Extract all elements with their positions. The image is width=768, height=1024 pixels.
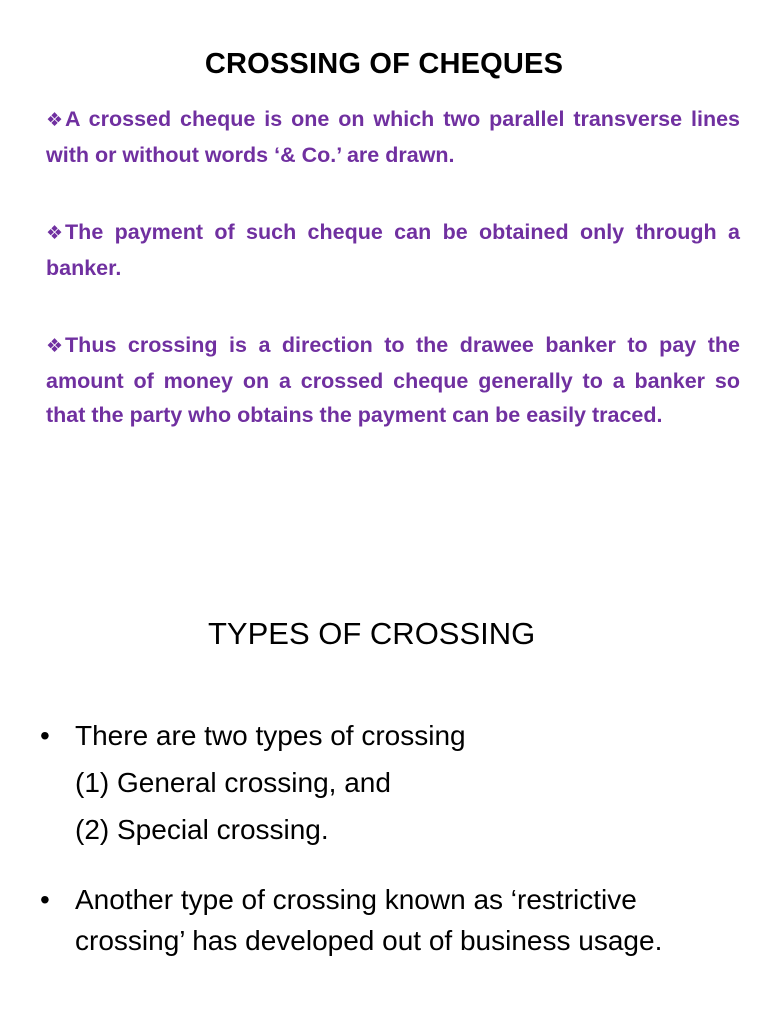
paragraph-crossed-cheque-definition	[46, 102, 740, 172]
paragraph-crossing-direction	[46, 328, 740, 432]
paragraph-text: Thus crossing is a direction to the drawee banker to pay the amount of money on a crossed cheque generally to a banker so that the party who obtains the payment can be easily traced.	[46, 333, 740, 427]
slide-types-of-crossing	[0, 512, 768, 1024]
diamond-bullet-icon: ❖	[46, 336, 64, 357]
slide-title: CROSSING OF CHEQUES	[204, 48, 564, 80]
sub-line-general-crossing: (1) General crossing, and	[75, 767, 391, 798]
paragraph-text: A crossed cheque is one on which two parallel transverse lines with or without words ‘& Co.’ are drawn.	[46, 107, 740, 167]
bullet-dot-icon: •	[40, 720, 50, 751]
bullet-text: Another type of crossing known as ‘restrictive crossing’ has developed out of business usage.	[75, 884, 663, 956]
paragraph-text: The payment of such cheque can be obtained only through a banker.	[46, 220, 740, 280]
bullet-list	[40, 712, 740, 961]
slide-title: TYPES OF CROSSING	[208, 616, 536, 651]
list-item	[40, 712, 740, 853]
paragraph-payment-through-banker	[46, 215, 740, 285]
diamond-bullet-icon: ❖	[46, 110, 64, 131]
bullet-dot-icon: •	[40, 884, 50, 915]
bullet-text: There are two types of crossing	[75, 720, 466, 751]
diamond-bullet-icon: ❖	[46, 223, 64, 244]
list-item	[40, 879, 740, 961]
sub-line-special-crossing: (2) Special crossing.	[75, 814, 329, 845]
